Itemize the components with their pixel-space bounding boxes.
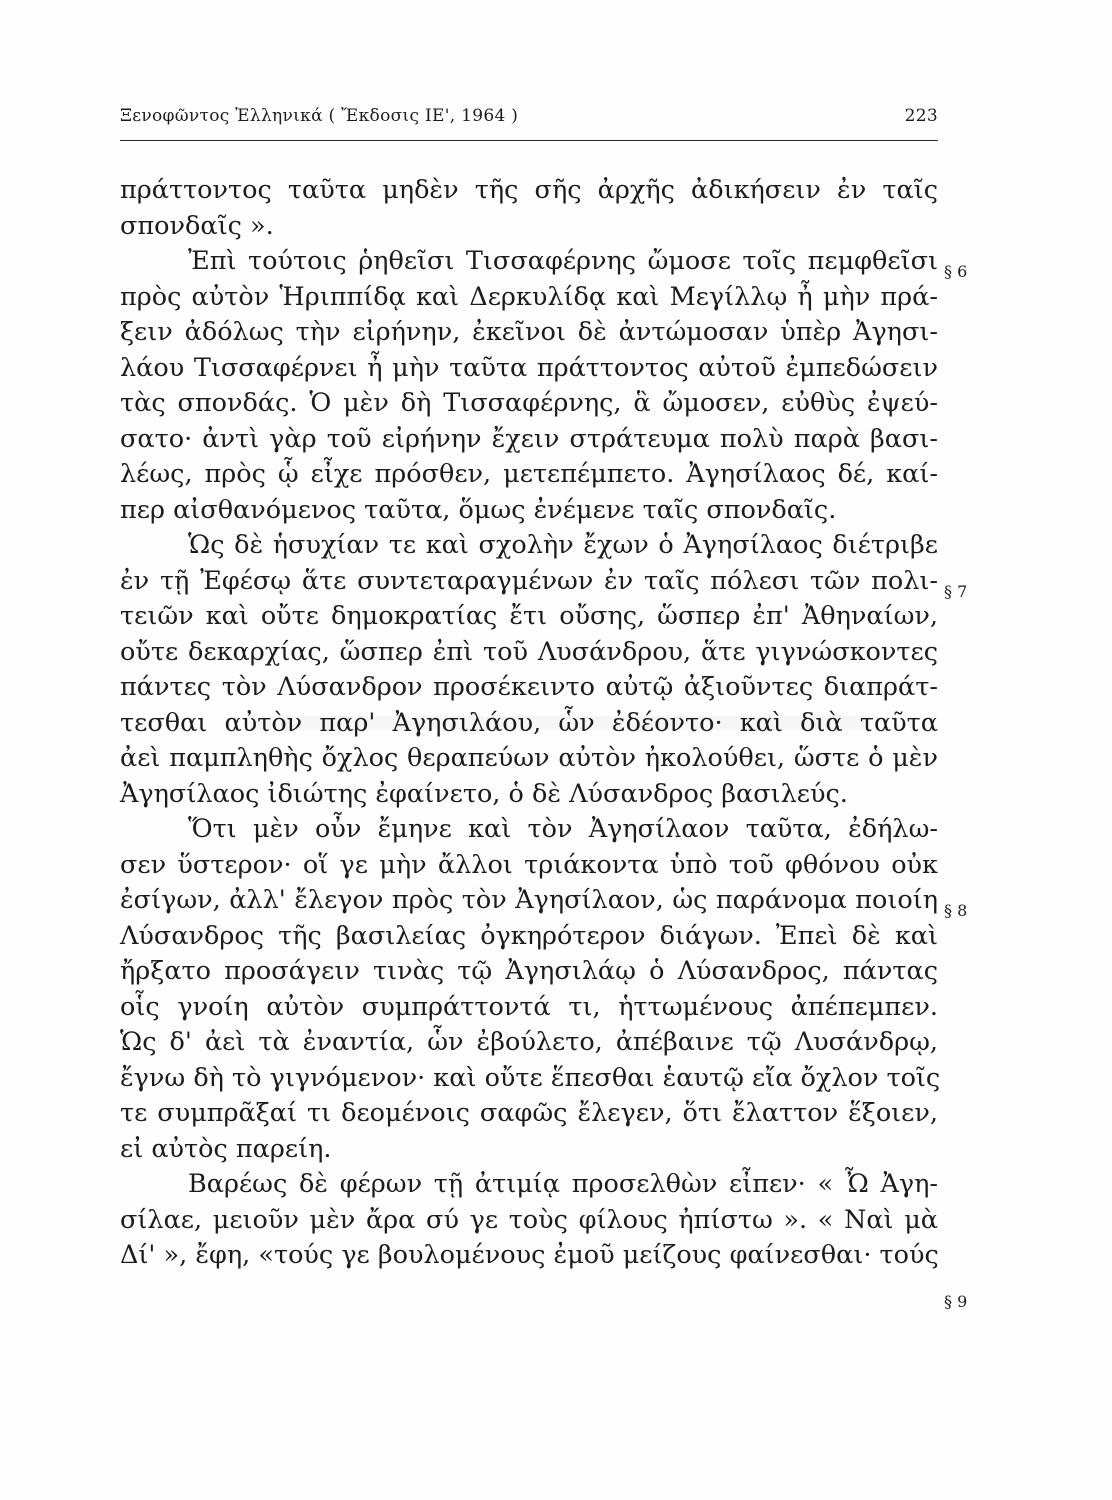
text-line: Ὡς δὲ ἡσυχίαν τε καὶ σχολὴν ἔχων ὁ Ἀγησίλαος διέτριβε xyxy=(188,530,938,560)
text-line: οὔτε δεκαρχίας, ὥσπερ ἐπὶ τοῦ Λυσάνδρου, ἅτε γιγνώσκοντες xyxy=(120,636,938,667)
text-line: πρὸς αὐτὸν Ἡριππίδᾳ καὶ Δερκυλίδᾳ καὶ Μεγίλλῳ ἦ μὴν πρά- xyxy=(120,281,938,312)
text-line: ξειν ἀδόλως τὴν εἰρήνην, ἐκεῖνοι δὲ ἀντώμοσαν ὑπὲρ Ἀγησι- xyxy=(120,317,938,347)
section-marker: § 6 xyxy=(944,262,968,281)
section-marker: § 9 xyxy=(944,1292,968,1311)
text-line: ἔγνω δὴ τὸ γιγνόμενον· καὶ οὔτε ἕπεσθαι ἑαυτῷ εἴα ὄχλον τοῖς xyxy=(120,1062,941,1093)
text-line: Ἐπὶ τούτοις ῥηθεῖσι Τισσαφέρνης ὤμοσε τοῖς πεμφθεῖσι xyxy=(188,246,938,276)
text-line: λέως, πρὸς ᾧ εἶχε πρόσθεν, μετεπέμπετο. Ἀγησίλαος δέ, καί- xyxy=(120,459,938,489)
text-line: Βαρέως δὲ φέρων τῇ ἀτιμίᾳ προσελθὼν εἶπεν· « Ὦ Ἀγη- xyxy=(188,1169,938,1199)
text-line: ἐν τῇ Ἐφέσῳ ἅτε συντεταραγμένων ἐν ταῖς πόλεσι τῶν πολι- xyxy=(120,565,938,596)
text-line: Ὅτι μὲν οὖν ἔμηνε καὶ τὸν Ἀγησίλαον ταῦτα, ἐδήλω- xyxy=(188,814,938,844)
header-rule xyxy=(120,140,938,141)
text-line: περ αἰσθανόμενος ταῦτα, ὅμως ἐνέμενε ταῖς σπονδαῖς. xyxy=(120,494,837,525)
text-line: Δί' », ἔφη, «τούς γε βουλομένους ἐμοῦ μείζους φαίνεσθαι· τούς xyxy=(120,1240,939,1270)
text-line: τεσθαι αὐτὸν παρ' Ἀγησιλάου, ὧν ἐδέοντο· καὶ διὰ ταῦτα xyxy=(120,707,938,738)
text-line: οἷς γνοίη αὐτὸν συμπράττοντά τι, ἡττωμένους ἀπέπεμπεν. xyxy=(120,991,938,1022)
section-marker: § 7 xyxy=(944,582,968,601)
text-line: σπονδαῖς ». xyxy=(120,210,274,241)
text-line: ἤρξατο προσάγειν τινὰς τῷ Ἀγησιλάῳ ὁ Λύσανδρος, πάντας xyxy=(120,956,938,986)
text-line: Ἀγησίλαος ἰδιώτης ἐφαίνετο, ὁ δὲ Λύσανδρος βασιλεύς. xyxy=(120,778,848,809)
text-line: ἀεὶ παμπληθὴς ὄχλος θεραπεύων αὐτὸν ἠκολούθει, ὥστε ὁ μὲν xyxy=(120,743,938,773)
text-line: Λύσανδρος τῆς βασιλείας ὀγκηρότερον διάγων. Ἐπεὶ δὲ καὶ xyxy=(120,920,938,951)
section-marker: § 8 xyxy=(944,901,968,920)
text-line: λάου Τισσαφέρνει ἦ μὴν ταῦτα πράττοντος αὐτοῦ ἐμπεδώσειν xyxy=(120,352,938,383)
text-line: τε συμπρᾶξαί τι δεομένοις σαφῶς ἔλεγεν, ὅτι ἔλαττον ἕξοιεν, xyxy=(120,1098,938,1128)
text-line: πάντες τὸν Λύσανδρον προσέκειντο αὐτῷ ἀξιοῦντες διαπράτ- xyxy=(120,672,938,702)
page-number: 223 xyxy=(904,106,938,126)
text-body xyxy=(120,173,941,1274)
text-line: Ὡς δ' ἀεὶ τὰ ἐναντία, ὧν ἐβούλετο, ἀπέβαινε τῷ Λυσάνδρῳ, xyxy=(120,1027,938,1057)
running-header xyxy=(120,106,938,132)
text-line: τὰς σπονδάς. Ὁ μὲν δὴ Τισσαφέρνης, ἃ ὤμοσεν, εὐθὺς ἐψεύ- xyxy=(120,388,938,418)
running-title: Ξενοφῶντος Ἑλληνικά ( Ἔκδοσις ΙΕ', 1964 ) xyxy=(120,106,519,126)
text-line: σατο· ἀντὶ γὰρ τοῦ εἰρήνην ἔχειν στράτευμα πολὺ παρὰ βασι- xyxy=(120,423,938,454)
text-line: πράττοντος ταῦτα μηδὲν τῆς σῆς ἀρχῆς ἀδικήσειν ἐν ταῖς xyxy=(120,175,938,205)
text-line: εἰ αὐτὸς παρείη. xyxy=(120,1133,332,1164)
text-line: σεν ὕστερον· οἵ γε μὴν ἄλλοι τριάκοντα ὑπὸ τοῦ φθόνου οὐκ xyxy=(120,849,938,880)
text-line: σίλαε, μειοῦν μὲν ἄρα σύ γε τοὺς φίλους ἠπίστω ». « Ναὶ μὰ xyxy=(120,1204,938,1235)
text-line: τειῶν καὶ οὔτε δημοκρατίας ἔτι οὔσης, ὥσπερ ἐπ' Ἀθηναίων, xyxy=(120,601,938,631)
text-line: ἐσίγων, ἀλλ' ἔλεγον πρὸς τὸν Ἀγησίλαον, ὡς παράνομα ποιοίη xyxy=(120,885,938,915)
